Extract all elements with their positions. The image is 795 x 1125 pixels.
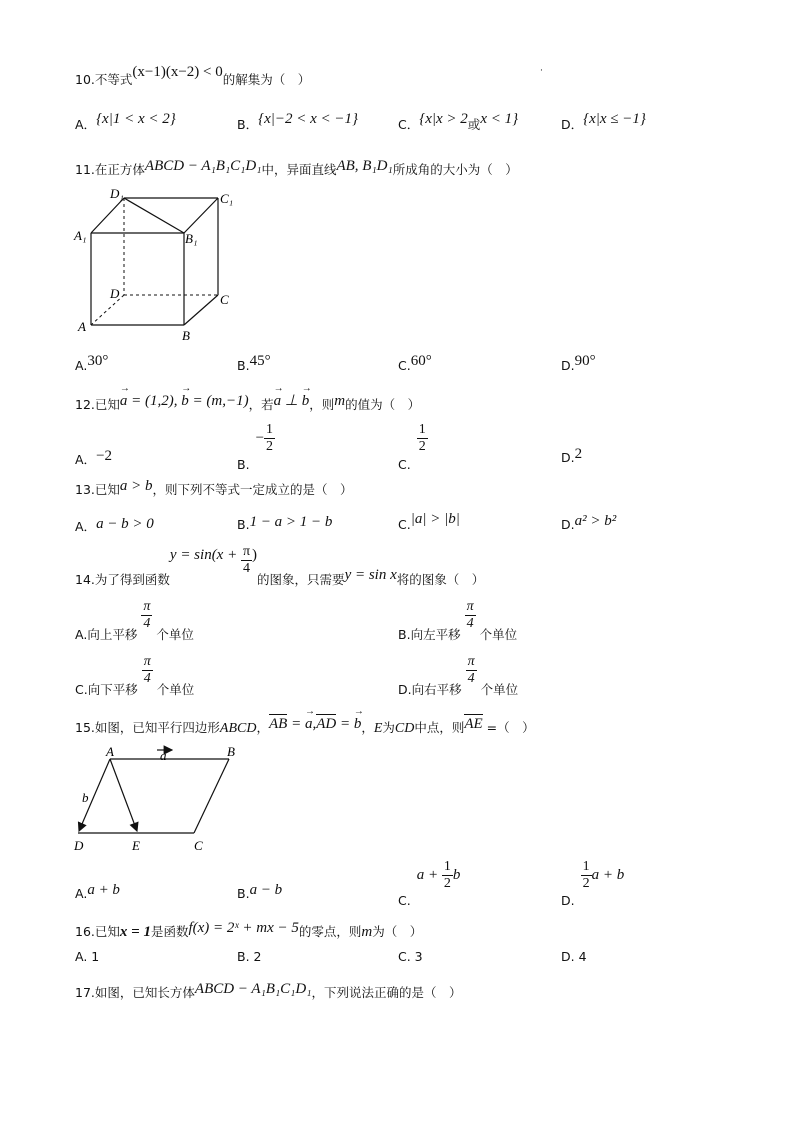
skew-lines: AB, B₁D₁ xyxy=(336,158,393,174)
option-text: 个单位 xyxy=(480,682,519,697)
option-label: A. xyxy=(75,627,88,642)
option-fraction xyxy=(264,423,275,454)
label-b: B xyxy=(182,328,190,343)
cube-figure xyxy=(72,185,242,345)
fraction-den: 4 xyxy=(143,616,151,631)
q11-option-d[interactable] xyxy=(561,353,596,375)
fraction-num: 1 xyxy=(266,422,274,437)
option-label: D. xyxy=(561,358,575,373)
q16-option-a[interactable] xyxy=(75,949,99,964)
fraction-num: 1 xyxy=(418,422,426,437)
option-value: a + b xyxy=(87,882,120,898)
question-text: 为了得到函数 xyxy=(94,572,170,587)
q11-option-c[interactable] xyxy=(398,353,432,375)
fraction-den: 4 xyxy=(143,671,151,686)
option-value: b xyxy=(452,867,461,883)
fraction-num: 1 xyxy=(443,859,451,874)
question-number: 17. xyxy=(75,985,95,1000)
option-value: {x|1 < x < 2} xyxy=(96,111,176,127)
label-c: C xyxy=(220,292,229,307)
option-fraction xyxy=(466,655,477,686)
perp-symbol: ⊥ xyxy=(281,393,302,409)
option-label: B. xyxy=(237,358,250,373)
option-value: −2 xyxy=(96,448,113,464)
option-label: B． xyxy=(237,117,259,132)
vector-b: → b xyxy=(354,716,362,733)
inequality-expression: (x−1)(x−2) < 0 xyxy=(132,64,223,80)
option-label: D. xyxy=(561,517,575,532)
option-label: A． xyxy=(75,452,97,467)
q13-option-c[interactable] xyxy=(398,511,460,534)
question-text: ，若 xyxy=(248,397,274,412)
stray-dot: · xyxy=(540,66,543,76)
option-label: C. xyxy=(75,682,88,697)
question-number: 13. xyxy=(75,482,95,497)
option-fraction xyxy=(581,860,592,891)
option-label: B. xyxy=(237,886,250,901)
question-text: 的零点，则 xyxy=(298,924,362,939)
question-number: 14. xyxy=(75,572,95,587)
option-value: 2 xyxy=(574,446,583,462)
option-value: {x|x > 2 xyxy=(419,111,468,127)
option-value: {x|x ≤ −1} xyxy=(583,111,646,127)
question-text: 已知 xyxy=(94,482,120,497)
vector-ad: AD xyxy=(316,716,337,732)
option-value: a − b > 0 xyxy=(96,516,154,532)
label-a1: A₁ xyxy=(74,228,87,243)
option-label: B. 2 xyxy=(237,949,262,964)
parallelogram-figure xyxy=(72,740,247,855)
question-text: 如图，已知平行四边形 xyxy=(94,720,220,735)
fraction-den: 2 xyxy=(582,876,590,891)
option-label: C. xyxy=(398,457,411,472)
function-expression: y = sin x xyxy=(344,567,397,583)
equals: = xyxy=(336,716,354,732)
option-label: A. xyxy=(75,358,88,373)
q14-option-b[interactable] xyxy=(398,599,518,642)
option-value: {x|−2 < x < −1} xyxy=(258,111,359,127)
q12-option-d[interactable] xyxy=(561,446,583,467)
fraction-den: 2 xyxy=(443,876,451,891)
question-text: 中点，则 xyxy=(414,720,465,735)
option-label: B. xyxy=(237,517,250,532)
function-expression: ) xyxy=(252,547,258,563)
option-fraction xyxy=(465,600,476,631)
q10-option-c[interactable] xyxy=(398,111,519,134)
function-expression: y = sin(x + xyxy=(169,547,241,563)
fraction-den: 2 xyxy=(266,439,274,454)
variable-m: m xyxy=(334,393,346,409)
question-13 xyxy=(75,480,353,499)
label-b1: B₁ xyxy=(185,231,198,246)
question-text: 的图象，只需要 xyxy=(257,572,345,587)
q15-option-b[interactable] xyxy=(237,882,283,903)
vector-ae: AE xyxy=(464,716,483,732)
question-text: ，下列说法正确的是（ ） xyxy=(311,985,462,1000)
question-number: 16. xyxy=(75,924,95,939)
q14-option-d[interactable] xyxy=(398,654,519,697)
q13-option-d[interactable] xyxy=(561,513,617,534)
question-12 xyxy=(75,395,420,414)
option-text: 或 xyxy=(467,117,481,132)
cube-name: ABCD − A₁B₁C₁D₁ xyxy=(144,158,262,174)
option-value: a + b xyxy=(591,867,625,883)
fraction-num: π xyxy=(143,654,151,669)
q10-option-d[interactable] xyxy=(561,111,646,134)
question-text: 的解集为（ ） xyxy=(222,72,311,87)
label-vector-b: b xyxy=(82,790,89,805)
option-text: 向下平移 xyxy=(87,682,138,697)
question-text: 已知 xyxy=(94,397,120,412)
label-d1: D₁ xyxy=(110,186,124,201)
option-label: C． xyxy=(398,117,420,132)
question-text: ，则下列不等式一定成立的是（ ） xyxy=(152,482,353,497)
option-label: B. xyxy=(237,457,250,472)
option-value: a − b xyxy=(249,882,283,898)
option-label: D. xyxy=(561,450,575,465)
label-c1: C₁ xyxy=(220,191,234,206)
question-text: 已知 xyxy=(94,924,120,939)
label-e: E xyxy=(132,838,140,853)
vector-a: → a xyxy=(120,393,128,410)
equals: = xyxy=(287,716,305,732)
fraction-den: 2 xyxy=(418,439,426,454)
fraction-num: 1 xyxy=(582,859,590,874)
shape-name: ABCD xyxy=(219,721,257,736)
question-text: ， xyxy=(361,720,374,735)
question-text: 为（ ） xyxy=(372,924,423,939)
variable-m: m xyxy=(361,924,373,940)
option-label: D. xyxy=(398,682,412,697)
option-fraction xyxy=(442,860,453,891)
option-label: D. xyxy=(561,893,575,908)
question-text: 不等式 xyxy=(94,72,133,87)
vector-ab: AB xyxy=(268,716,288,732)
vector-b: → b xyxy=(302,393,310,410)
q16-option-b[interactable] xyxy=(237,949,261,964)
vector-b-value: = (m,−1) xyxy=(188,393,249,409)
question-number: 10. xyxy=(75,72,95,87)
fraction-num: π xyxy=(467,654,475,669)
option-label: A． xyxy=(75,519,97,534)
option-value: 30° xyxy=(87,353,109,369)
label-d: D xyxy=(74,838,84,853)
q16-option-c[interactable] xyxy=(398,949,423,964)
option-text: 向右平移 xyxy=(411,682,462,697)
option-label: C. xyxy=(398,893,411,908)
question-14 xyxy=(75,544,485,587)
question-text: 的值为（ ） xyxy=(345,397,421,412)
option-value: 90° xyxy=(574,353,596,369)
vector-a: → a xyxy=(274,393,282,410)
q12-option-a[interactable] xyxy=(75,450,112,469)
question-15 xyxy=(75,718,535,737)
condition: x = 1 xyxy=(119,924,151,940)
option-label: C. xyxy=(398,358,411,373)
question-text: ， xyxy=(256,720,269,735)
option-label: D． xyxy=(561,117,584,132)
option-fraction xyxy=(142,655,153,686)
function-expression: f(x) = 2ˣ + mx − 5 xyxy=(188,920,299,936)
question-text: 将的图象（ ） xyxy=(396,572,485,587)
condition: a > b xyxy=(119,478,153,494)
option-label: C. xyxy=(398,517,411,532)
label-vector-a: a xyxy=(160,748,167,763)
label-d: D xyxy=(110,286,120,301)
q11-option-a[interactable] xyxy=(75,353,109,375)
vector-a-value: = (1,2), xyxy=(127,393,182,409)
option-text: 个单位 xyxy=(479,627,518,642)
question-text: 中，异面直线 xyxy=(261,162,337,177)
label-c: C xyxy=(194,838,203,853)
option-text: 向左平移 xyxy=(410,627,461,642)
question-number: 15. xyxy=(75,720,95,735)
option-fraction xyxy=(417,423,428,454)
vector-b: → b xyxy=(181,393,189,410)
label-a: A xyxy=(106,744,114,759)
option-fraction xyxy=(141,600,152,631)
q15-option-a[interactable] xyxy=(75,882,120,903)
option-label: A. 1 xyxy=(75,949,100,964)
q12-option-b[interactable] xyxy=(237,422,275,472)
question-text: ，则 xyxy=(309,397,335,412)
option-value: 1 − a > 1 − b xyxy=(249,514,333,530)
question-number: 12. xyxy=(75,397,95,412)
fraction-num: π xyxy=(242,544,251,559)
fraction-num: π xyxy=(143,599,151,614)
question-10 xyxy=(75,64,311,89)
box-name: ABCD − A₁B₁C₁D₁ xyxy=(194,981,312,997)
option-value: 45° xyxy=(249,353,271,369)
fraction-den: 4 xyxy=(467,671,475,686)
option-sign: − xyxy=(255,430,265,446)
option-value: a² > b² xyxy=(574,513,617,529)
option-value: 60° xyxy=(410,353,432,369)
question-text: 在正方体 xyxy=(94,162,145,177)
separator: , xyxy=(312,716,317,732)
q10-option-b[interactable] xyxy=(237,111,359,134)
option-value: x < 1} xyxy=(480,111,519,127)
q15-option-c[interactable] xyxy=(398,859,461,908)
option-label: B. xyxy=(398,627,411,642)
fraction-num: π xyxy=(466,599,474,614)
option-value: |a| > |b| xyxy=(410,511,460,527)
option-label: A． xyxy=(75,117,97,132)
q16-option-d[interactable] xyxy=(561,949,587,964)
q14-option-a[interactable] xyxy=(75,599,194,642)
segment-cd: CD xyxy=(394,721,415,736)
option-label: D. 4 xyxy=(561,949,587,964)
vector-a: → a xyxy=(305,716,313,733)
question-number: 11. xyxy=(75,162,95,177)
q12-option-c[interactable] xyxy=(398,422,428,472)
label-a: A xyxy=(78,319,86,334)
option-value: a + xyxy=(416,867,442,883)
option-label: A. xyxy=(75,886,88,901)
fraction-den: 4 xyxy=(243,561,250,576)
question-17 xyxy=(75,983,461,1002)
question-11 xyxy=(75,160,518,179)
function-fraction xyxy=(241,545,252,576)
question-16 xyxy=(75,922,422,941)
q15-option-d[interactable] xyxy=(561,859,625,908)
option-text: 个单位 xyxy=(156,682,195,697)
label-b: B xyxy=(227,744,235,759)
q13-option-b[interactable] xyxy=(237,514,333,534)
option-label: C. 3 xyxy=(398,949,423,964)
q10-option-a[interactable] xyxy=(75,111,176,134)
option-text: 向上平移 xyxy=(87,627,138,642)
question-text: =（ ） xyxy=(482,720,535,735)
point-e: E xyxy=(373,721,383,736)
question-text: 如图，已知长方体 xyxy=(94,985,195,1000)
q11-option-b[interactable] xyxy=(237,353,271,375)
question-text: 所成角的大小为（ ） xyxy=(392,162,518,177)
fraction-den: 4 xyxy=(466,616,474,631)
q13-option-a[interactable] xyxy=(75,517,154,536)
option-text: 个单位 xyxy=(156,627,194,642)
q14-option-c[interactable] xyxy=(75,654,195,697)
question-text: 为 xyxy=(382,720,395,735)
question-text: 是函数 xyxy=(150,924,189,939)
